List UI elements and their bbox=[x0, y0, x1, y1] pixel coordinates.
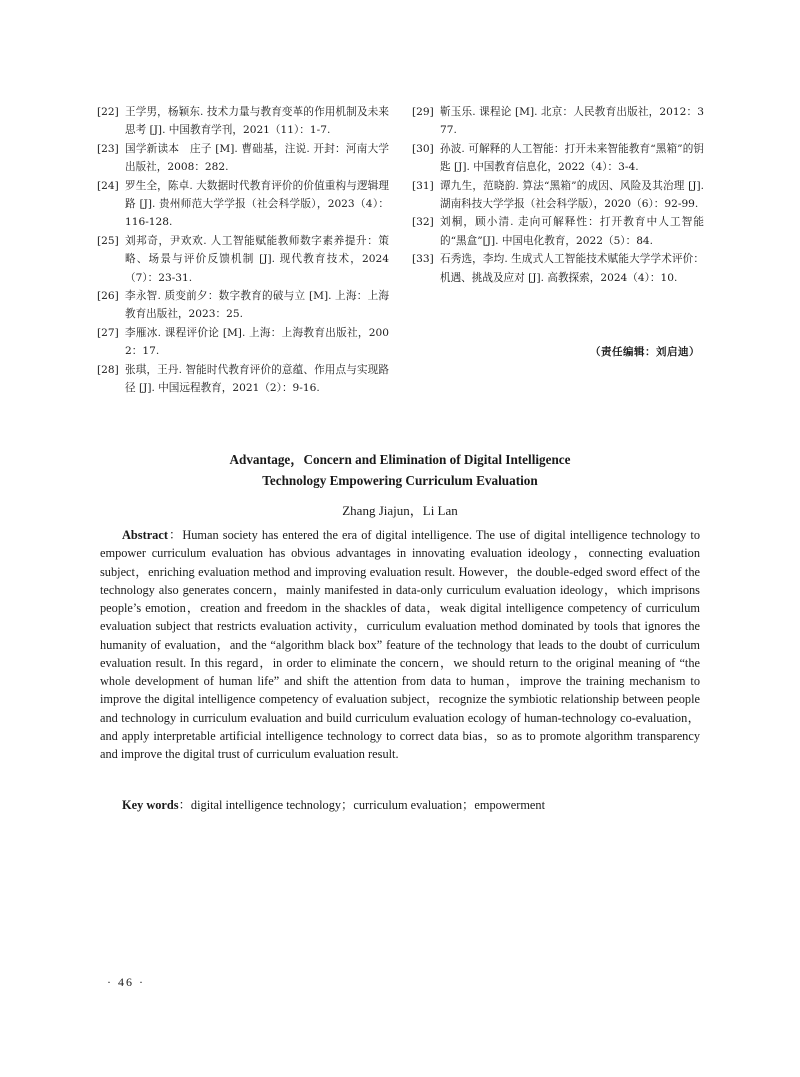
reference-text: 谭九生，范晓韵. 算法“黑箱”的成因、风险及其治理 [J]. 湖南科技大学学报（社会科学版），2020（6）：92-99. bbox=[440, 179, 704, 211]
reference-item bbox=[412, 103, 704, 140]
reference-number: [31] bbox=[412, 179, 434, 192]
authors: Zhang Jiajun，Li Lan bbox=[342, 503, 458, 518]
reference-item bbox=[412, 213, 704, 250]
reference-number: [33] bbox=[412, 253, 434, 266]
reference-text: 张琪，王丹. 智能时代教育评价的意蕴、作用点与实现路径 [J]. 中国远程教育，2021（2）：9-16. bbox=[125, 363, 389, 395]
reference-text: 李永智. 质变前夕：数字教育的破与立 [M]. 上海：上海教育出版社，2023：25. bbox=[125, 290, 389, 321]
reference-item bbox=[97, 103, 389, 140]
reference-number: [25] bbox=[97, 234, 119, 247]
reference-text: 王学男，杨颖东. 技术力量与教育变革的作用机制及未来思考 [J]. 中国教育学刊，2021（11）：1-7. bbox=[125, 106, 389, 137]
reference-item bbox=[97, 361, 389, 398]
reference-item bbox=[412, 140, 704, 177]
reference-number: [24] bbox=[97, 179, 119, 192]
reference-item bbox=[97, 140, 389, 177]
reference-number: [26] bbox=[97, 290, 119, 303]
reference-number: [30] bbox=[412, 142, 434, 155]
reference-text: 刘邦奇，尹欢欢. 人工智能赋能教师数字素养提升：策略、场景与评价反馈机制 [J]. 现代教育技术，2024（7）：23-31. bbox=[125, 234, 389, 284]
reference-list-left bbox=[97, 103, 389, 398]
keywords-label: Key words bbox=[122, 798, 179, 812]
title-line-1: Advantage，Concern and Elimination of Digital Intelligence bbox=[229, 452, 571, 467]
reference-number: [28] bbox=[97, 363, 119, 376]
reference-text: 孙波. 可解释的人工智能：打开未来智能教育“黑箱”的钥匙 [J]. 中国教育信息化，2022（4）：3-4. bbox=[440, 142, 704, 174]
reference-text: 刘桐，顾小清. 走向可解释性：打开教育中人工智能的“黑盒”[J]. 中国电化教育，2022（5）：84. bbox=[440, 216, 704, 247]
keywords bbox=[122, 795, 702, 813]
reference-item bbox=[412, 177, 704, 214]
abstract bbox=[100, 526, 700, 763]
reference-item bbox=[97, 232, 389, 287]
reference-number: [32] bbox=[412, 216, 434, 229]
page-number: · 46 · bbox=[107, 975, 145, 989]
reference-text: 国学新读本 庄子 [M]. 曹础基，注说. 开封：河南大学出版社，2008：282. bbox=[125, 142, 389, 174]
reference-text: 靳玉乐. 课程论 [M]. 北京：人民教育出版社，2012：377. bbox=[440, 106, 704, 137]
title-line-2: Technology Empowering Curriculum Evaluation bbox=[262, 473, 538, 488]
reference-list-right bbox=[412, 103, 704, 287]
abstract-text: ：Human society has entered the era of digital intelligence. The use of digital intelligence technology to empower curriculum evaluation has obvious advantages in innovating evaluation ideology，connecting evaluation subject，enriching evaluation method and improving evaluation result. However，the double-edged sword effect of the technology also generates concern，mainly manifested in data-only curriculum evaluation ideology，which imprisons people’s emotion，creation and freedom in the shackles of data，weak digital intelligence competency of curriculum evaluation subject that restricts evaluation activity，curriculum evaluation method dominated by tools that ignores the humanity of evaluation，and the “algorithm black box” feature of the technology that leads to the doubt of curriculum evaluation result. In this regard，in order to eliminate the concern，we should return to the original meaning of “the whole development of human life” and shift the attention from data to human，improve the training mechanism to improve the digital intelligence competency of evaluation subject，recognize the symbiotic relationship between people and technology in curriculum evaluation and build curriculum evaluation ecology of human-technology co-evaluation，and apply interpretable artificial intelligence technology to correct data bias，so as to promote algorithm transparency and improve the digital trust of curriculum evaluation result. bbox=[100, 528, 700, 761]
reference-text: 李雁冰. 课程评价论 [M]. 上海：上海教育出版社，2002：17. bbox=[125, 326, 389, 358]
article-title bbox=[97, 449, 703, 491]
responsible-editor: （责任编辑：刘启迪） bbox=[590, 346, 700, 358]
reference-number: [22] bbox=[97, 106, 119, 118]
reference-text: 石秀选，李均. 生成式人工智能技术赋能大学学术评价：机遇、挑战及应对 [J]. 高教探索，2024（4）：10. bbox=[440, 253, 704, 284]
reference-item bbox=[97, 287, 389, 324]
keywords-text: ：digital intelligence technology；curriculum evaluation；empowerment bbox=[178, 798, 546, 812]
reference-number: [27] bbox=[97, 326, 119, 339]
reference-number: [29] bbox=[412, 106, 434, 118]
reference-item bbox=[97, 324, 389, 361]
reference-item bbox=[412, 250, 704, 287]
reference-item bbox=[97, 177, 389, 232]
reference-text: 罗生全，陈卓. 大数据时代教育评价的价值重构与逻辑理路 [J]. 贵州师范大学学报（社会科学版），2023（4）：116-128. bbox=[125, 179, 389, 229]
abstract-label: Abstract bbox=[122, 528, 168, 542]
reference-number: [23] bbox=[97, 142, 119, 155]
